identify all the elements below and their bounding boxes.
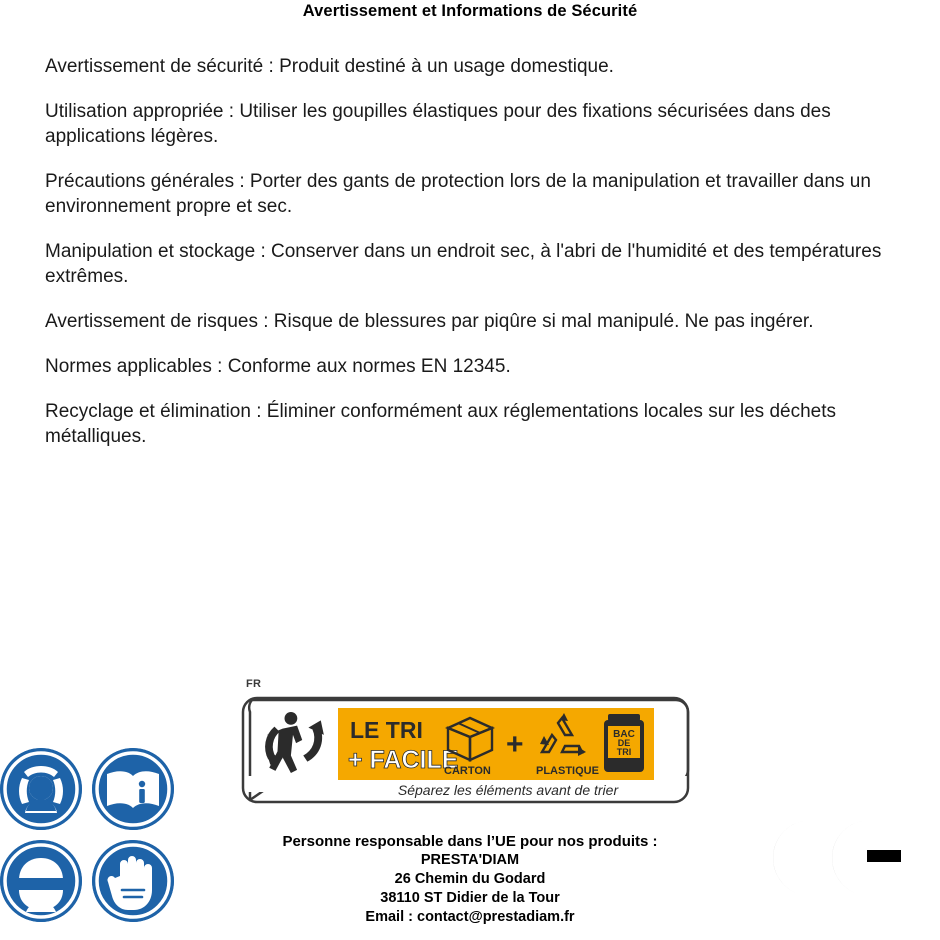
mandatory-pictogram-group: [0, 748, 180, 932]
triman-country-code: FR: [246, 678, 262, 690]
ear-protection-icon: [0, 748, 82, 830]
responsible-heading-suffix: pour nos produits :: [515, 833, 658, 850]
page-title: Avertissement et Informations de Sécurité: [302, 2, 638, 20]
triman-sorting-label: [238, 678, 698, 810]
paragraph: Recyclage et élimination : Éliminer conformément aux réglementations locales sur les déchets métalliques.: [45, 401, 836, 447]
triman-footer: Séparez les éléments avant de trier: [397, 782, 619, 798]
paragraph: Avertissement de risques : Risque de blessures par piqûre si mal manipulé. Ne pas ingérer.: [45, 311, 814, 332]
responsible-heading-prefix: Personne responsable dans l’: [282, 833, 496, 850]
paragraph: Normes applicables : Conforme aux normes EN 12345.: [45, 356, 511, 377]
responsible-person-block: [180, 832, 760, 927]
paragraph: Manipulation et stockage : Conserver dans un endroit sec, à l'abri de l'humidité et des températures extrêmes.: [45, 241, 882, 287]
paragraph: Avertissement de sécurité : Produit destiné à un usage domestique.: [45, 56, 614, 77]
triman-bin-3: TRI: [616, 747, 632, 757]
triman-bin-1: BAC: [613, 729, 635, 740]
triman-stream-2: PLASTIQUE: [536, 765, 599, 777]
email-label: Email :: [365, 909, 417, 925]
contact-email-line: [180, 908, 760, 927]
read-instructions-icon: [92, 748, 174, 830]
address-line-2: 38110 ST Didier de la Tour: [380, 890, 560, 906]
hand-protection-icon: [92, 840, 174, 922]
safety-information-body: [45, 54, 890, 449]
email-address[interactable]: contact@prestadiam.fr: [417, 909, 575, 925]
paragraph: Utilisation appropriée : Utiliser les goupilles élastiques pour des fixations sécurisées dans des applications légères.: [45, 101, 831, 147]
triman-card: [238, 692, 693, 810]
responsible-heading-strong: UE: [495, 833, 516, 850]
ce-marking: [757, 812, 907, 904]
pictogram-row: [0, 748, 180, 830]
triman-plus: +: [506, 728, 524, 761]
eye-protection-icon: [0, 840, 82, 922]
triman-bin-2: DE: [617, 738, 631, 748]
triman-stream-1: CARTON: [444, 765, 491, 777]
paragraph: Précautions générales : Porter des gants de protection lors de la manipulation et travailler dans un environnement propre et sec.: [45, 171, 871, 217]
triman-headline-1: LE TRI: [350, 717, 423, 743]
triman-headline-2: + FACILE: [348, 746, 459, 774]
address-line-1: 26 Chemin du Godard: [394, 871, 546, 887]
company-name: PRESTA'DIAM: [420, 852, 520, 868]
responsible-person-heading: [180, 832, 760, 851]
pictogram-row: [0, 840, 180, 922]
